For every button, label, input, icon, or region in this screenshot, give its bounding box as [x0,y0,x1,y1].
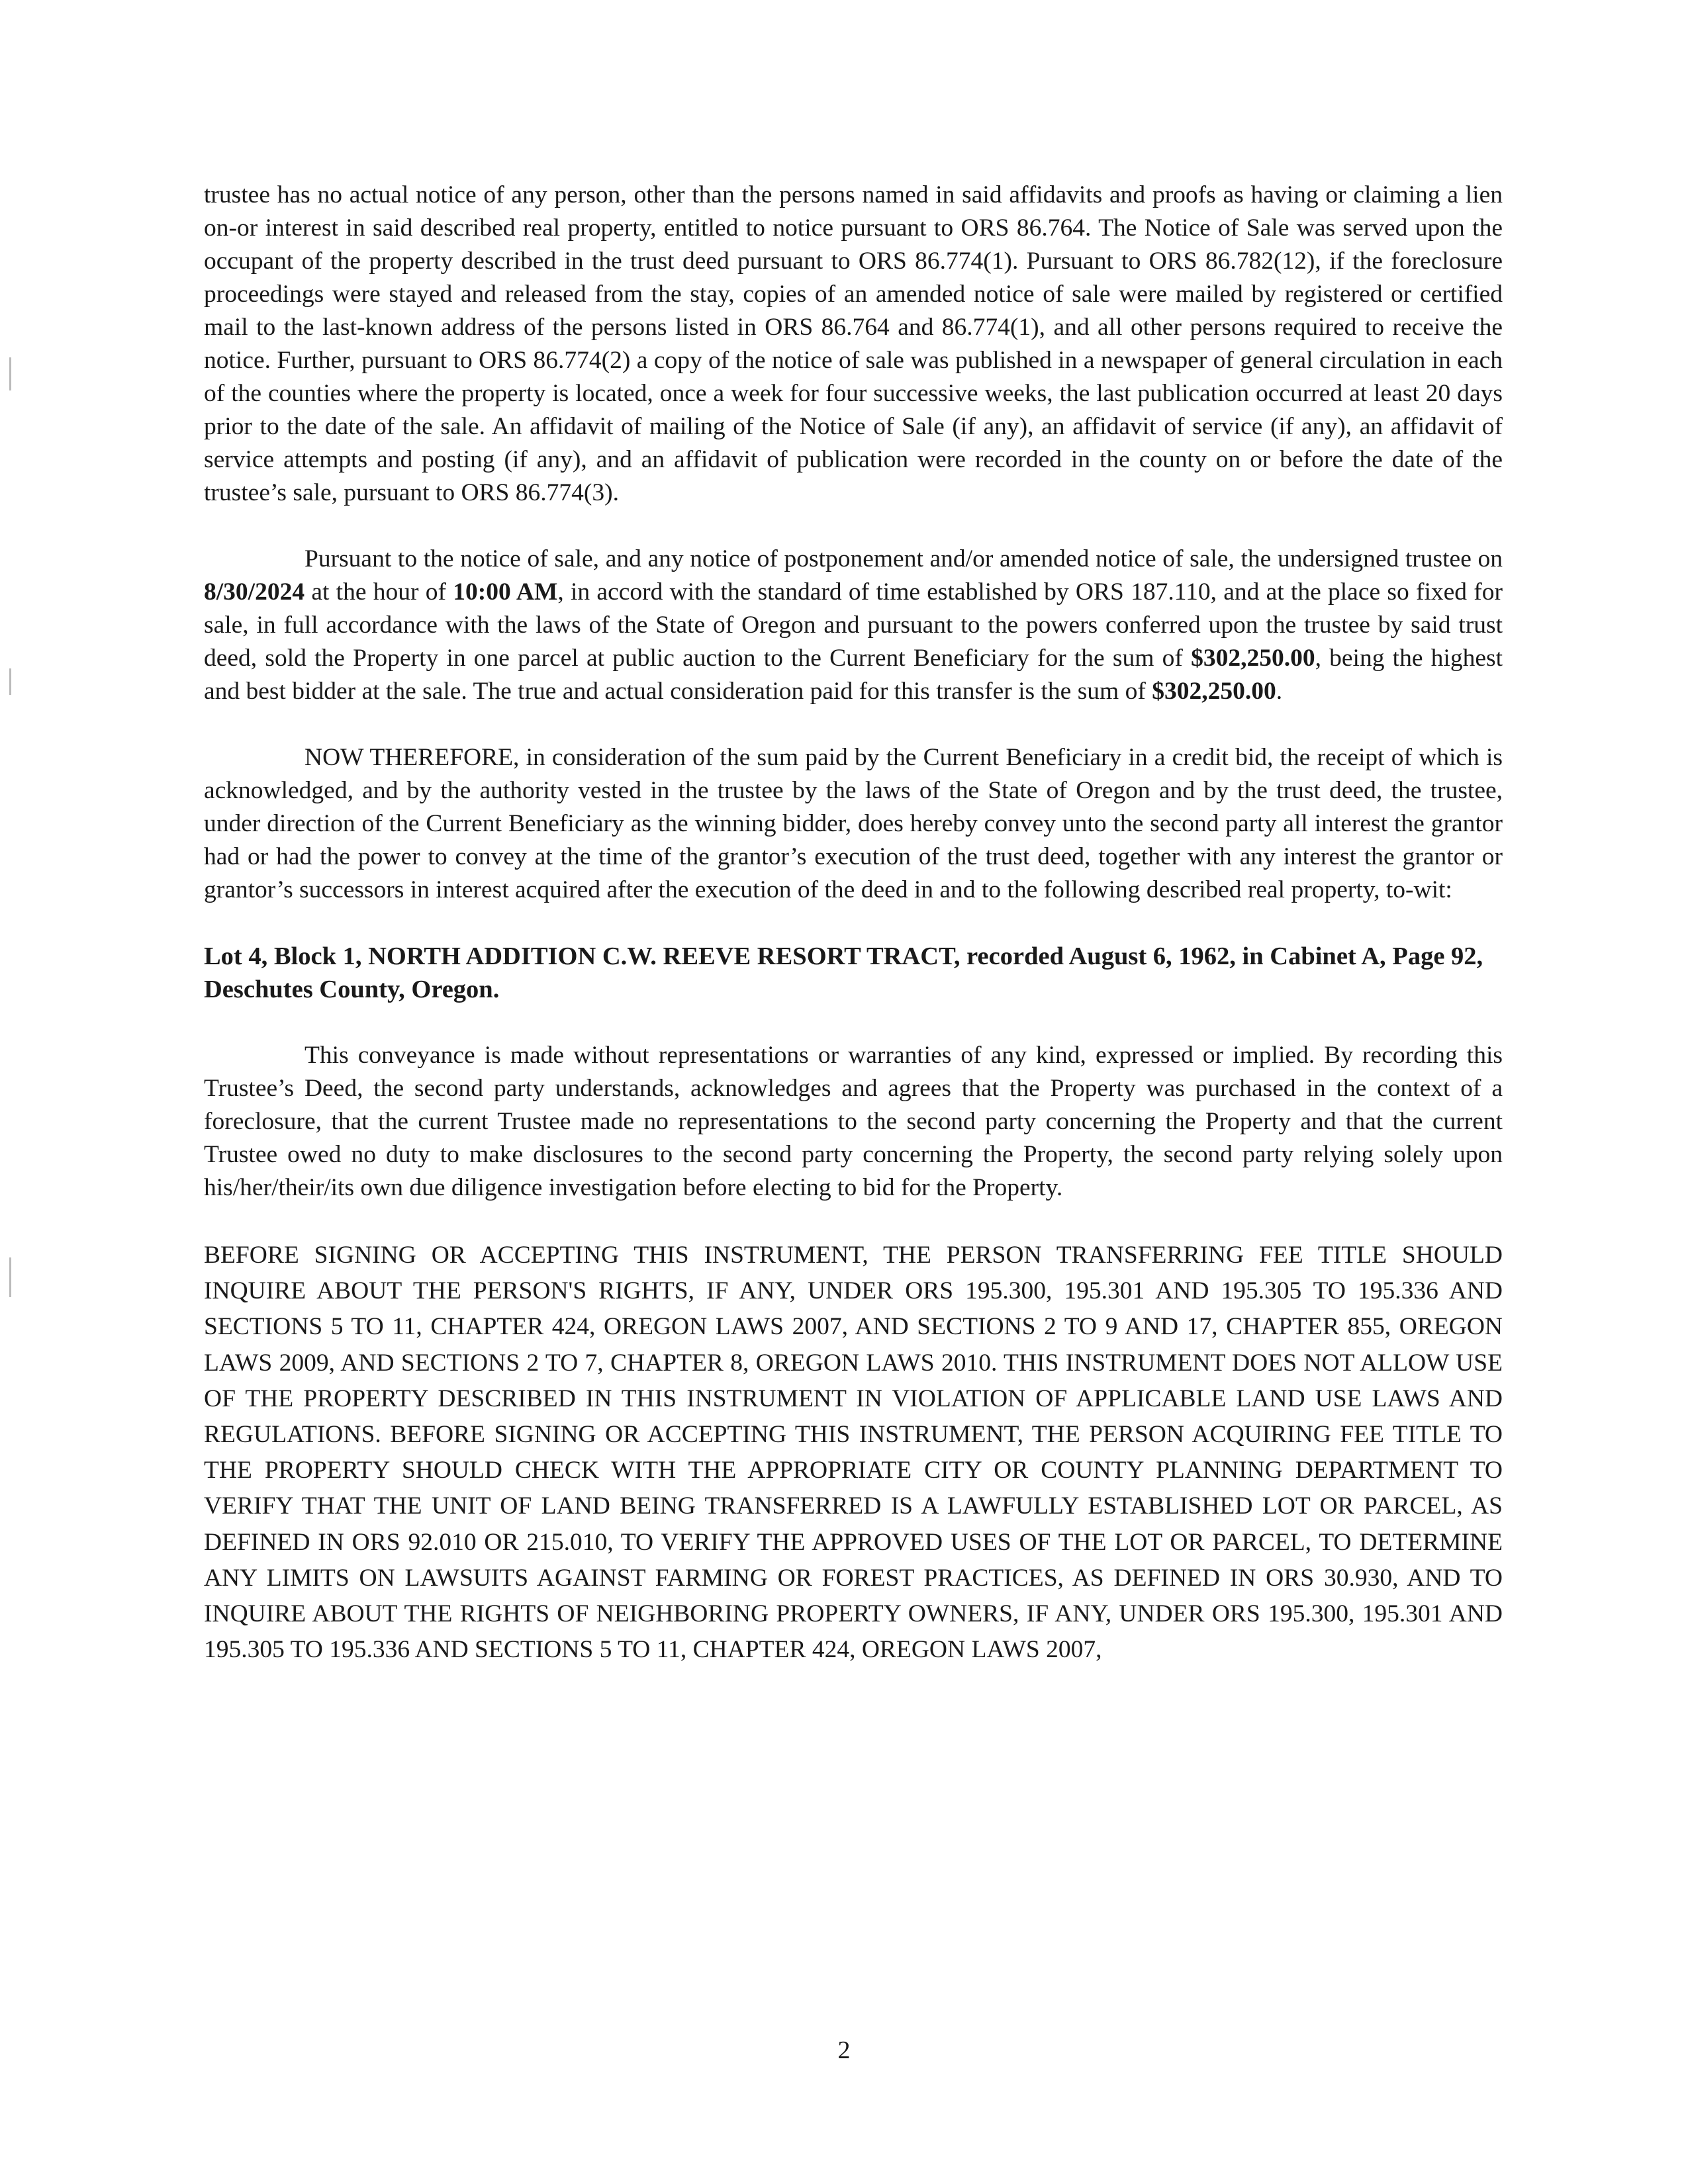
sale-text-part-3: , in accord with the standard of time established by ORS 187.110, and at the place so fixed for sale, in full accordance with the laws of the State of Oregon and pursuant to the powers conferred upon the trustee by said trust deed, sold the Property in one parcel at public auction to the Current Beneficiary for the sum of [204,578,1503,672]
sale-text-part-5: . [1276,678,1283,705]
paragraph-no-warranty: This conveyance is made without representations or warranties of any kind, expressed or implied. By recording this Trustee’s Deed, the second party understands, acknowledges and agrees that the Property was purchased in the context of a foreclosure, that the current Trustee made no representations to the second party concerning the Property and that the current Trustee owed no duty to make disclosures to the second party concerning the Property, the second party relying solely upon his/her/their/its own due diligence investigation before electing to bid for the Property. [204,1042,1503,1201]
sale-date: 8/30/2024 [204,578,305,606]
sale-text-part-1: Pursuant to the notice of sale, and any notice of postponement and/or amended notice of sale, the undersigned trustee on [305,545,1503,572]
sale-time: 10:00 AM [453,578,558,606]
legal-description: Lot 4, Block 1, NORTH ADDITION C.W. REEVE RESORT TRACT, recorded August 6, 1962, in Cabinet A, Page 92, Deschutes County, Oregon. [204,942,1483,1003]
paragraph-sale-details [204,543,1503,708]
statutory-notice: BEFORE SIGNING OR ACCEPTING THIS INSTRUMENT, THE PERSON TRANSFERRING FEE TITLE SHOULD INQUIRE ABOUT THE PERSON'S RIGHTS, IF ANY, UNDER ORS 195.300, 195.301 AND 195.305 TO 195.336 AND SECTIONS 5 TO 11, CHAPTER 424, OREGON LAWS 2007, AND SECTIONS 2 TO 9 AND 17, CHAPTER 855, OREGON LAWS 2009, AND SECTIONS 2 TO 7, CHAPTER 8, OREGON LAWS 2010. THIS INSTRUMENT DOES NOT ALLOW USE OF THE PROPERTY DESCRIBED IN THIS INSTRUMENT IN VIOLATION OF APPLICABLE LAND USE LAWS AND REGULATIONS. BEFORE SIGNING OR ACCEPTING THIS INSTRUMENT, THE PERSON ACQUIRING FEE TITLE TO THE PROPERTY SHOULD CHECK WITH THE APPROPRIATE CITY OR COUNTY PLANNING DEPARTMENT TO VERIFY THAT THE UNIT OF LAND BEING TRANSFERRED IS A LAWFULLY ESTABLISHED LOT OR PARCEL, AS DEFINED IN ORS 92.010 OR 215.010, TO VERIFY THE APPROVED USES OF THE LOT OR PARCEL, TO DETERMINE ANY LIMITS ON LAWSUITS AGAINST FARMING OR FOREST PRACTICES, AS DEFINED IN ORS 30.930, AND TO INQUIRE ABOUT THE RIGHTS OF NEIGHBORING PROPERTY OWNERS, IF ANY, UNDER ORS 195.300, 195.301 AND 195.305 TO 195.336 AND SECTIONS 5 TO 11, CHAPTER 424, OREGON LAWS 2007, [204,1242,1503,1664]
consideration-amount: $302,250.00 [1152,678,1276,705]
page-number: 2 [837,2036,851,2064]
scan-edge-mark [9,1257,11,1297]
sale-text-part-4: , being the highest and best bidder at the sale. The true and actual consideration paid for this transfer is the sum of [204,645,1503,705]
scan-edge-mark [9,668,11,695]
sale-text-part-2: at the hour of [305,578,453,606]
paragraph-notice-service: trustee has no actual notice of any person, other than the persons named in said affidavits and proofs as having or claiming a lien on-or interest in said described real property, entitled to notice pursuant to ORS 86.764. The Notice of Sale was served upon the occupant of the property described in the trust deed pursuant to ORS 86.774(1). Pursuant to ORS 86.782(12), if the foreclosure proceedings were stayed and released from the stay, copies of an amended notice of sale were mailed by registered or certified mail to the last-known address of the persons listed in ORS 86.764 and 86.774(1), and all other persons required to receive the notice. Further, pursuant to ORS 86.774(2) a copy of the notice of sale was published in a newspaper of general circulation in each of the counties where the property is located, once a week for four successive weeks, the last publication occurred at least 20 days prior to the date of the sale. An affidavit of mailing of the Notice of Sale (if any), an affidavit of service (if any), an affidavit of service attempts and posting (if any), and an affidavit of publication were recorded in the county on or before the date of the trustee’s sale, pursuant to ORS 86.774(3). [204,181,1503,506]
paragraph-conveyance: NOW THEREFORE, in consideration of the sum paid by the Current Beneficiary in a credit bid, the receipt of which is acknowledged, and by the authority vested in the trustee by the laws of the State of Oregon and by the trust deed, the trustee, under direction of the Current Beneficiary as the winning bidder, does hereby convey unto the second party all interest the grantor had or had the power to convey at the time of the grantor’s execution of the trust deed, together with any interest the grantor or grantor’s successors in interest acquired after the execution of the deed in and to the following described real property, to-wit: [204,744,1503,903]
document-body [204,179,1503,1668]
sale-amount: $302,250.00 [1191,645,1315,672]
scan-edge-mark [9,357,11,390]
